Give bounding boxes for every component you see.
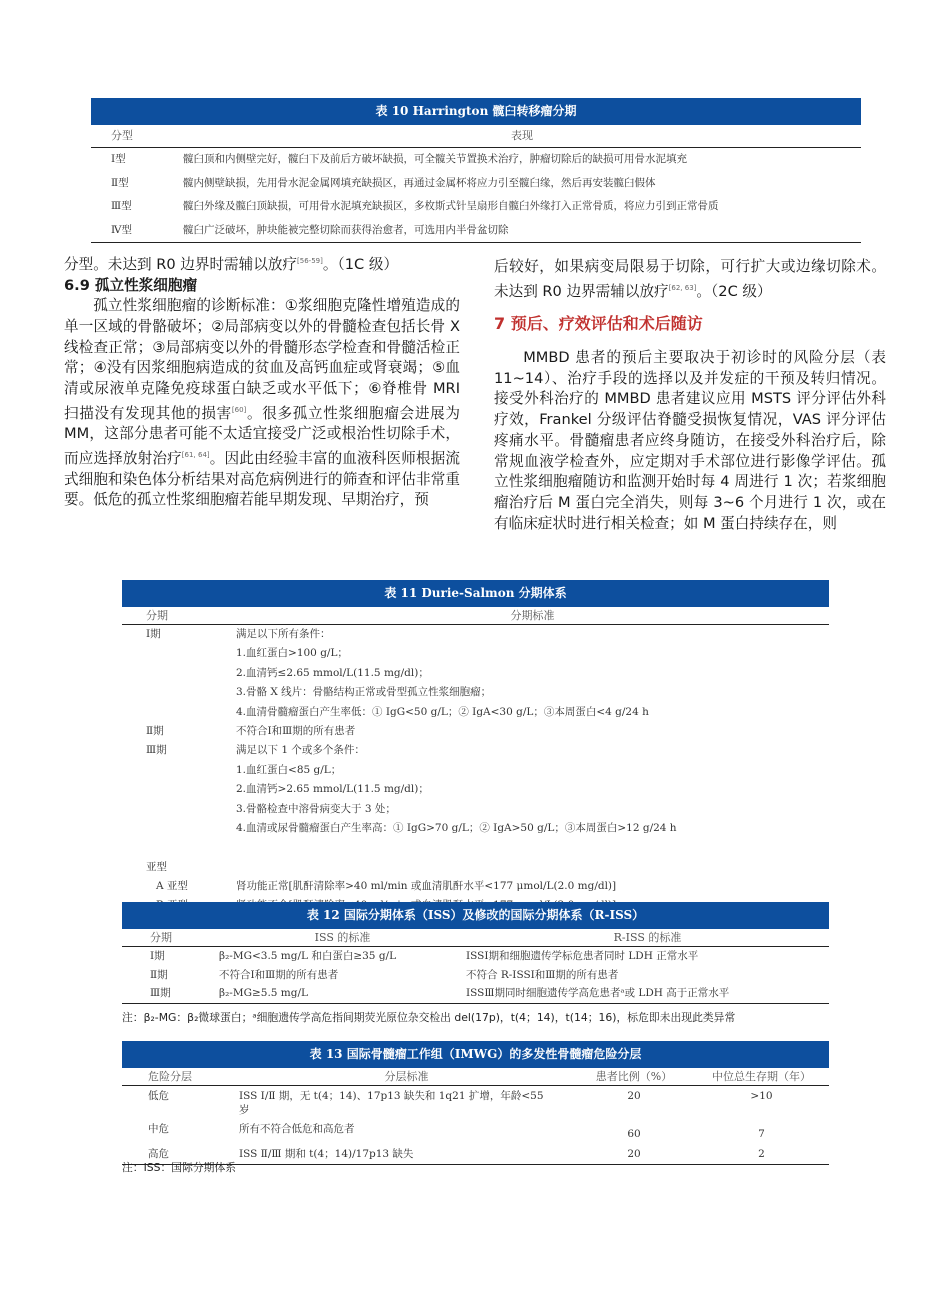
row-type: Ⅳ型 bbox=[111, 223, 132, 236]
table-row bbox=[122, 838, 829, 857]
left-column bbox=[64, 251, 460, 511]
riss-cell: ISSⅠ期和细胞遗传学标危患者同时 LDH 正常水平 bbox=[466, 950, 699, 962]
header-cell: 危险分层 bbox=[148, 1070, 192, 1083]
table-title: 表 11 Durie-Salmon 分期体系 bbox=[122, 580, 829, 607]
row-type: Ⅱ型 bbox=[111, 176, 129, 189]
paragraph: MMBD 患者的预后主要取决于初诊时的风险分层（表 11~14）、治疗手段的选择以及并发症的干预及转归情况。接受外科治疗的 MMBD 患者建议应用 MSTS 评分评估外科疗效，Frankel 分级评估脊髓受损恢复情况，VAS 评分评估疼痛水平。骨髓瘤患者应终身随访，在接受外科治疗后，除常规血液学检查外，应定期对手术部位进行影像学评估。孤立性浆细胞瘤随访和监测开始时每 4 周进行 1 次；若浆细胞瘤治疗后 M 蛋白完全消失，则每 3~6 个月进行 1 次，或在有临床症状时进行相关检查；如 M 蛋白持续存在，则 bbox=[494, 349, 886, 532]
table-title: 表 13 国际骨髓瘤工作组（IMWG）的多发性骨髓瘤危险分层 bbox=[122, 1041, 829, 1068]
criteria-cell: 3.骨骼检查中溶骨病变大于 3 处； bbox=[236, 802, 396, 815]
header-cell: 分期 bbox=[146, 609, 168, 622]
header-cell: R-ISS 的标准 bbox=[613, 931, 682, 944]
header-cell: 分期 bbox=[150, 931, 172, 944]
table-row bbox=[122, 703, 829, 722]
survival-cell: 2 bbox=[758, 1148, 765, 1160]
header-cell: 分层标准 bbox=[384, 1070, 429, 1083]
header-cell: ISS 的标准 bbox=[314, 931, 371, 944]
citation: [61, 64] bbox=[181, 451, 210, 460]
table-row bbox=[122, 1120, 829, 1144]
stage-cell bbox=[122, 800, 236, 819]
text: 孤立性浆细胞瘤的诊断标准：①浆细胞克隆性增殖造成的单一区域的骨骼破坏；②局部病变以外的骨髓检查包括长骨 X 线检查正常；③局部病变以外的骨髓形态学检查和骨髓活检正常；④没有因浆细胞病造成的贫血及高钙血症或肾衰竭；⑤血清或尿液单克隆免疫球蛋白缺乏或水平低下；⑥脊椎骨 MRI 扫描没有发现其他的损害 bbox=[64, 297, 460, 422]
criteria-cell: 4.血清骨髓瘤蛋白产生率低：① IgG<50 g/L；② IgA<30 g/L；③本周蛋白<4 g/24 h bbox=[236, 705, 649, 718]
table-row bbox=[91, 219, 861, 244]
table-row bbox=[91, 148, 861, 172]
stage-cell: Ⅲ期 bbox=[150, 987, 171, 1000]
stage-cell bbox=[122, 761, 236, 780]
text-line bbox=[64, 251, 460, 276]
table-row bbox=[122, 780, 829, 799]
iss-cell: β₂-MG<3.5 mg/L 和白蛋白≥35 g/L bbox=[219, 950, 397, 962]
percent-cell: 60 bbox=[627, 1128, 641, 1140]
criteria-cell: 2.血清钙>2.65 mmol/L(11.5 mg/dl)； bbox=[236, 783, 429, 796]
stage-cell: Ⅱ期 bbox=[150, 968, 168, 981]
table-row bbox=[122, 664, 829, 683]
criteria-cell: 4.血清或尿骨髓瘤蛋白产生率高：① IgG>70 g/L；② IgA>50 g/L；③本周蛋白>12 g/24 h bbox=[236, 821, 677, 834]
table-row bbox=[122, 800, 829, 819]
section-heading: 7 预后、疗效评估和术后随访 bbox=[494, 314, 703, 333]
table-header bbox=[122, 607, 829, 625]
table-title: 表 12 国际分期体系（ISS）及修改的国际分期体系（R-ISS） bbox=[122, 902, 829, 929]
stage-cell bbox=[122, 780, 236, 799]
table-13 bbox=[122, 1041, 829, 1165]
stage-cell bbox=[122, 664, 236, 683]
criteria-cell: 所有不符合低危和高危者 bbox=[239, 1123, 355, 1135]
table-row bbox=[122, 947, 829, 966]
table-row bbox=[122, 644, 829, 663]
table-note: 注：ISS：国际分期体系 bbox=[122, 1161, 237, 1174]
table-header bbox=[122, 1068, 829, 1086]
table-row bbox=[122, 761, 829, 780]
paragraph bbox=[494, 257, 886, 302]
citation: [62, 63] bbox=[668, 283, 697, 292]
table-title: 表 10 Harrington 髋臼转移瘤分期 bbox=[91, 98, 861, 125]
table-header bbox=[91, 125, 861, 148]
section-heading: 6.9 孤立性浆细胞瘤 bbox=[64, 276, 198, 294]
table-row bbox=[122, 858, 829, 877]
table-row bbox=[122, 877, 829, 896]
text: 。（1C 级） bbox=[322, 255, 399, 273]
text: 。（2C 级） bbox=[696, 282, 772, 300]
stage-cell bbox=[122, 703, 236, 722]
criteria-cell: 满足以下所有条件： bbox=[236, 628, 331, 640]
table-11 bbox=[122, 580, 829, 917]
survival-cell: 7 bbox=[758, 1128, 765, 1140]
table-row bbox=[122, 966, 829, 985]
row-desc: 髋臼外缘及髋臼顶缺损，可用骨水泥填充缺损区，多枚斯式针呈扇形自髋臼外缘打入正常骨质，将应力引到正常骨质 bbox=[183, 200, 719, 212]
table-row bbox=[122, 722, 829, 741]
criteria-cell bbox=[236, 858, 829, 877]
citation: [60] bbox=[231, 405, 247, 414]
table-row bbox=[91, 172, 861, 196]
row-type: Ⅲ型 bbox=[111, 200, 132, 212]
criteria-cell: 1.血红蛋白>100 g/L； bbox=[236, 647, 348, 660]
table-10 bbox=[91, 98, 861, 243]
right-column-top bbox=[494, 257, 886, 302]
criteria-cell: ISS Ⅱ/Ⅲ 期和 t(4；14)/17p13 缺失 bbox=[239, 1148, 414, 1160]
row-type: Ⅰ型 bbox=[111, 153, 126, 165]
text: 分型。未达到 R0 边界时需辅以放疗 bbox=[64, 255, 298, 273]
risk-cell: 中危 bbox=[148, 1123, 169, 1135]
header-cell: 分型 bbox=[111, 129, 133, 142]
iss-cell: 不符合Ⅰ和Ⅲ期的所有患者 bbox=[219, 968, 339, 981]
table-12 bbox=[122, 902, 829, 1004]
right-column bbox=[494, 348, 886, 534]
text: 。因此由经验丰富的血液科医师根据流式细胞和染色体分析结果对高危病例进行的筛查和评估非常重要。低危的孤立性浆细胞瘤若能早期发现、早期治疗，预 bbox=[64, 449, 460, 509]
stage-cell: A 亚型 bbox=[156, 880, 188, 893]
risk-cell: 低危 bbox=[148, 1090, 169, 1102]
text: 。很多孤立性浆细胞瘤会进展为 MM，这部分患者可能不太适宜接受广泛或根治性切除手术，而应选择放射治疗 bbox=[64, 404, 460, 467]
stage-cell: 亚型 bbox=[146, 860, 167, 873]
survival-cell: >10 bbox=[750, 1090, 773, 1102]
criteria-cell bbox=[236, 838, 829, 857]
row-desc: 髋臼广泛破坏，肿块能被完整切除而获得治愈者，可选用内半骨盆切除 bbox=[183, 223, 509, 236]
header-cell: 中位总生存期（年） bbox=[712, 1070, 811, 1083]
stage-cell bbox=[122, 683, 236, 702]
criteria-cell: ISS Ⅰ/Ⅱ 期，无 t(4；14)、17p13 缺失和 1q21 扩增，年龄<55 岁 bbox=[239, 1090, 544, 1116]
criteria-cell: 3.骨骼 X 线片：骨骼结构正常或骨型孤立性浆细胞瘤； bbox=[236, 686, 492, 699]
table-row bbox=[122, 741, 829, 760]
criteria-cell: 不符合Ⅰ和Ⅲ期的所有患者 bbox=[236, 724, 356, 737]
table-row bbox=[122, 625, 829, 644]
risk-cell: 高危 bbox=[148, 1148, 169, 1160]
riss-cell: 不符合 R-ISSⅠ和Ⅲ期的所有患者 bbox=[466, 968, 619, 981]
table-row bbox=[91, 195, 861, 219]
percent-cell: 20 bbox=[627, 1090, 641, 1102]
stage-cell: Ⅰ期 bbox=[150, 950, 165, 962]
table-row bbox=[122, 683, 829, 702]
stage-cell bbox=[122, 838, 236, 857]
row-desc: 髋内侧壁缺损，先用骨水泥金属网填充缺损区，再通过金属杯将应力引至髋臼缘，然后再安装髋臼假体 bbox=[183, 176, 656, 189]
stage-cell bbox=[122, 644, 236, 663]
row-desc: 髋臼顶和内侧壁完好，髋臼下及前后方破坏缺损，可全髋关节置换术治疗，肿瘤切除后的缺损可用骨水泥填充 bbox=[183, 153, 687, 165]
stage-cell: Ⅱ期 bbox=[146, 724, 164, 737]
riss-cell: ISSⅢ期同时细胞遗传学高危患者ᵃ或 LDH 高于正常水平 bbox=[466, 987, 730, 1000]
stage-cell bbox=[122, 819, 236, 838]
stage-cell: Ⅰ期 bbox=[146, 628, 161, 640]
criteria-cell: 肾功能正常[肌酐清除率>40 ml/min 或血清肌酐水平<177 μmol/L(2.0 mg/dl)] bbox=[236, 880, 617, 893]
criteria-cell: 1.血红蛋白<85 g/L； bbox=[236, 763, 342, 776]
paragraph bbox=[64, 296, 460, 511]
text: 后较好，如果病变局限易于切除，可行扩大或边缘切除术。未达到 R0 边界需辅以放疗 bbox=[494, 258, 886, 300]
header-cell: 分期标准 bbox=[510, 609, 555, 622]
table-header bbox=[122, 929, 829, 947]
table-row bbox=[122, 984, 829, 1004]
header-cell: 表现 bbox=[511, 129, 533, 142]
stage-cell: Ⅲ期 bbox=[146, 744, 167, 757]
citation: [56-59] bbox=[297, 257, 323, 265]
iss-cell: β₂-MG≥5.5 mg/L bbox=[219, 987, 308, 1000]
criteria-cell: 满足以下 1 个或多个条件： bbox=[236, 744, 365, 757]
criteria-cell: 2.血清钙≤2.65 mmol/L(11.5 mg/dl)； bbox=[236, 666, 429, 679]
table-note: 注：β₂-MG：β₂微球蛋白；ᵃ细胞遗传学高危指间期荧光原位杂交检出 del(17p)，t(4；14)，t(14；16)，标危即未出现此类异常 bbox=[122, 1011, 736, 1024]
table-row bbox=[122, 819, 829, 838]
header-cell: 患者比例（%） bbox=[595, 1070, 673, 1083]
table-row bbox=[122, 1086, 829, 1120]
percent-cell: 20 bbox=[627, 1148, 641, 1160]
